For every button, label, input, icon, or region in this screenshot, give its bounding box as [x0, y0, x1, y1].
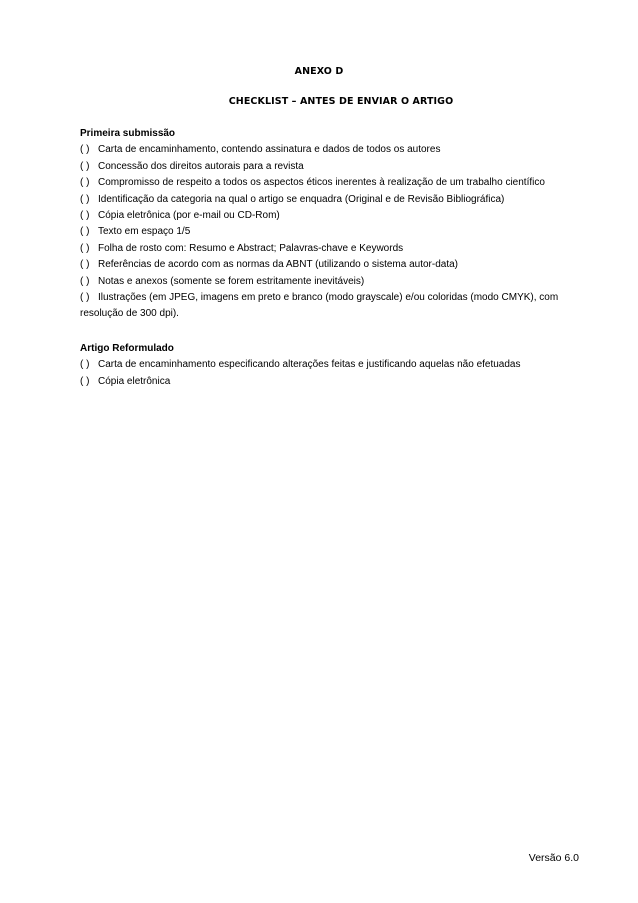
checkbox-mark: ( ): [80, 226, 90, 238]
reformulated-article-list: [80, 357, 580, 390]
checklist-item-text: Folha de rosto com: Resumo e Abstract; Palavras-chave e Keywords: [98, 242, 404, 254]
checklist-item-text: Texto em espaço 1/5: [98, 226, 191, 238]
checklist-item: [80, 224, 580, 240]
checklist-item: [80, 175, 580, 191]
checklist-item-text: Identificação da categoria na qual o artigo se enquadra (Original e de Revisão Bibliográfica): [98, 193, 505, 205]
checklist-title: CHECKLIST – ANTES DE ENVIAR O ARTIGO: [228, 96, 454, 107]
checklist-item: [80, 192, 580, 208]
annex-title: ANEXO D: [294, 66, 344, 77]
checkbox-mark: ( ): [80, 193, 90, 205]
version-label: Versão 6.0: [528, 852, 579, 864]
checkbox-mark: ( ): [80, 259, 90, 271]
checklist-item: [80, 257, 580, 273]
checkbox-mark: ( ): [80, 177, 90, 189]
checkbox-mark: ( ): [80, 359, 90, 371]
checkbox-mark: ( ): [80, 242, 90, 254]
checklist-item-text: Ilustrações (em JPEG, imagens em preto e branco (modo grayscale) e/ou coloridas (modo CMYK), com resolução de 300 dpi).: [80, 292, 559, 320]
checkbox-mark: ( ): [80, 210, 90, 222]
checklist-item: [80, 142, 580, 158]
checkbox-mark: ( ): [80, 160, 90, 172]
reformulated-article-section: [80, 341, 580, 390]
first-submission-list: [80, 142, 580, 322]
checklist-item: [80, 374, 580, 390]
checkbox-mark: ( ): [80, 375, 90, 387]
checklist-item: [80, 290, 580, 323]
first-submission-section: [80, 126, 580, 323]
checklist-item: [80, 208, 580, 224]
checkbox-mark: ( ): [80, 292, 90, 304]
checklist-item-text: Carta de encaminhamento, contendo assinatura e dados de todos os autores: [98, 144, 441, 156]
checklist-item-text: Carta de encaminhamento especificando alterações feitas e justificando aquelas não efetuadas: [98, 359, 521, 371]
checkbox-mark: ( ): [80, 275, 90, 287]
reformulated-article-title: Artigo Reformulado: [80, 343, 174, 354]
checklist-item-text: Concessão dos direitos autorais para a revista: [98, 160, 304, 172]
checklist-item: [80, 274, 580, 290]
checklist-item-text: Referências de acordo com as normas da ABNT (utilizando o sistema autor-data): [98, 259, 458, 271]
checklist-item-text: Cópia eletrônica: [98, 375, 171, 387]
checklist-item: [80, 159, 580, 175]
checklist-item: [80, 357, 580, 373]
checkbox-mark: ( ): [80, 144, 90, 156]
checklist-item-text: Notas e anexos (somente se forem estritamente inevitáveis): [98, 275, 365, 287]
checklist-item-text: Compromisso de respeito a todos os aspectos éticos inerentes à realização de um trabalho científico: [98, 177, 545, 189]
first-submission-title: Primeira submissão: [80, 128, 176, 139]
checklist-item-text: Cópia eletrônica (por e-mail ou CD-Rom): [98, 210, 280, 222]
checklist-item: [80, 241, 580, 257]
